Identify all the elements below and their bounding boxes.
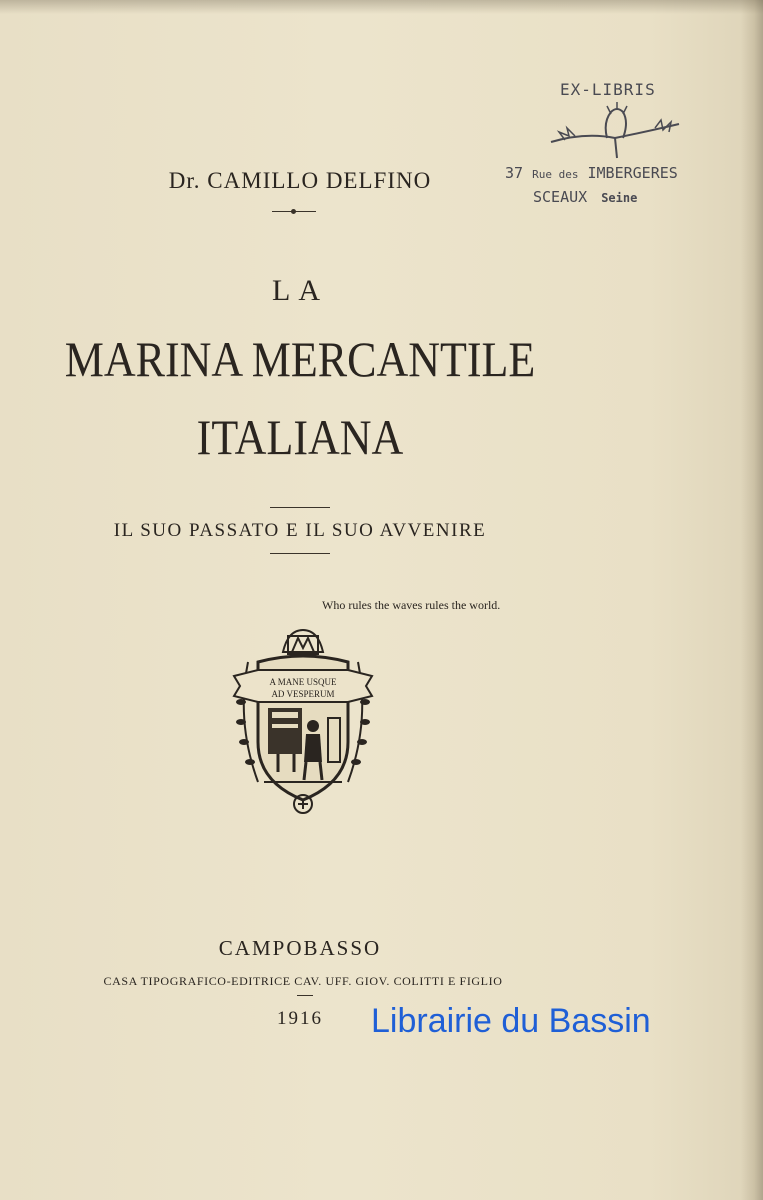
- imprint-publisher: CASA TIPOGRAFICO-EDITRICE CAV. UFF. GIOV. COLITTI E FIGLIO: [103, 974, 503, 988]
- imprint-rule: [297, 995, 313, 996]
- subtitle-rule-top: [270, 507, 330, 508]
- title-article: LA: [272, 274, 328, 307]
- ex-libris-number: 37: [505, 164, 524, 182]
- title-line-1: MARINA MERCANTILE: [64, 331, 536, 387]
- thistle-icon: [545, 102, 685, 162]
- ex-libris-city-line: [533, 188, 637, 206]
- emblem-banner-line-2: AD VESPERUM: [271, 689, 335, 699]
- imprint-year: 1916: [277, 1008, 323, 1029]
- printer-emblem-icon: [228, 622, 378, 818]
- ex-libris-city: SCEAUX: [533, 188, 588, 206]
- ex-libris-street-prefix: Rue des: [532, 168, 579, 181]
- ornament-rule: [272, 211, 316, 212]
- emblem-banner-line-1: A MANE USQUE: [269, 677, 337, 687]
- subtitle: IL SUO PASSATO E IL SUO AVVENIRE: [113, 520, 487, 541]
- subtitle-rule-bottom: [270, 553, 330, 554]
- ex-libris-street: IMBERGERES: [587, 164, 678, 182]
- ex-libris-heading: EX-LIBRIS: [560, 80, 656, 99]
- title-line-2: ITALIANA: [196, 409, 404, 465]
- epigraph: Who rules the waves rules the world.: [322, 598, 501, 612]
- ex-libris-stamp: [505, 76, 735, 216]
- ex-libris-address: [505, 164, 678, 182]
- imprint-place: CAMPOBASSO: [218, 936, 382, 960]
- bookseller-watermark: Librairie du Bassin: [371, 1002, 651, 1040]
- page-edge-shadow: [741, 0, 763, 1200]
- author-name: Dr. CAMILLO DELFINO: [168, 168, 432, 193]
- page-top-shadow: [0, 0, 763, 14]
- ex-libris-region: Seine: [601, 191, 638, 205]
